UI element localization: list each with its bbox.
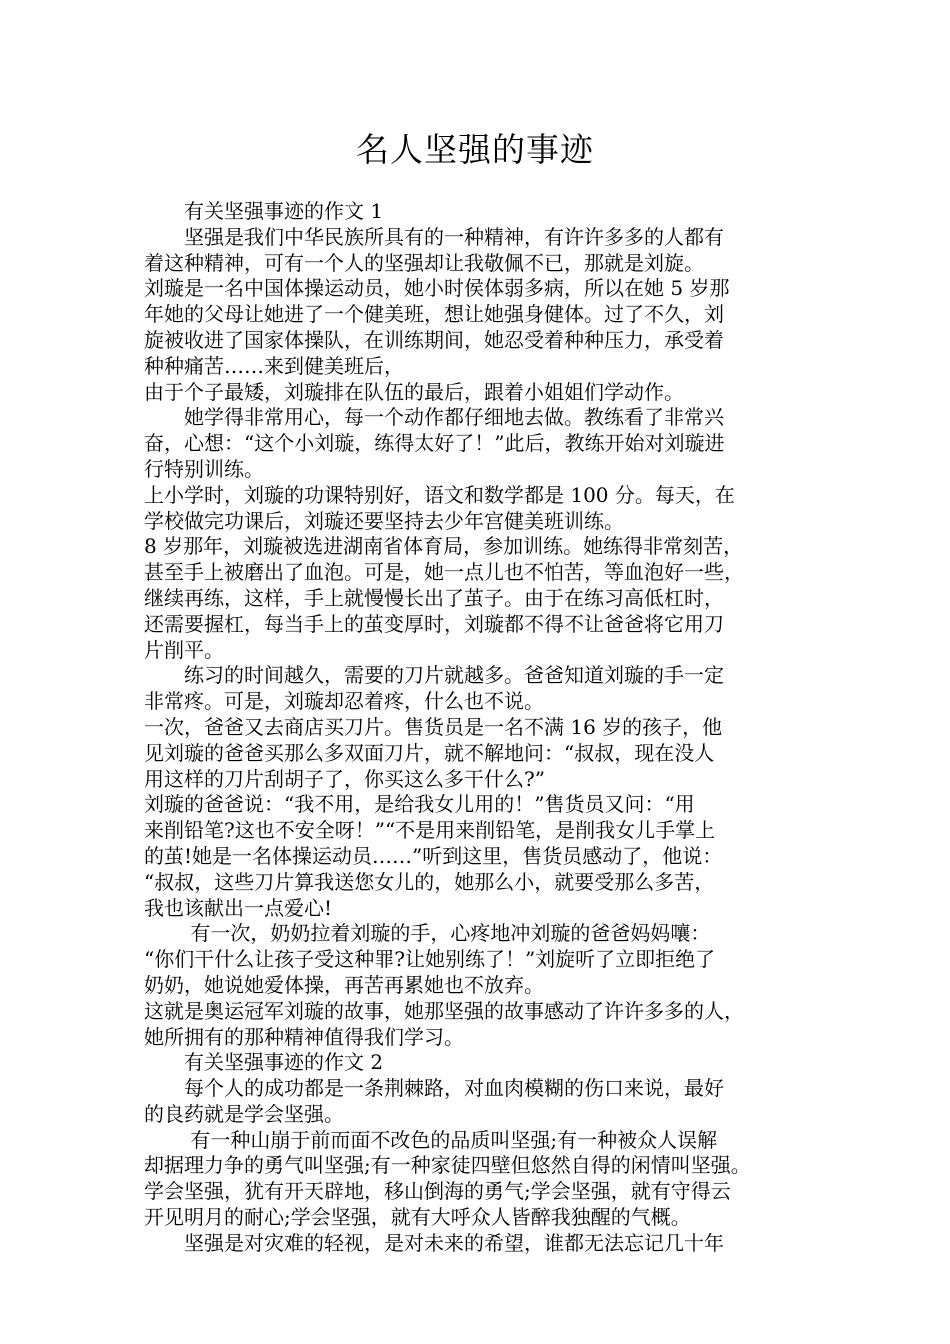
paragraph (144, 276, 816, 379)
text-line: 练习的时间越久，需要的刀片就越多。爸爸知道刘璇的手一定 (144, 663, 724, 688)
paragraph (144, 380, 816, 406)
text-line: 的良药就是学会坚强。 (144, 1101, 344, 1126)
text-line: 这就是奥运冠军刘璇的故事，她那坚强的故事感动了许许多多的人， (144, 998, 744, 1023)
text-line: 一次，爸爸又去商店买刀片。售货员是一名不满 16 岁的孩子，他 (144, 714, 723, 739)
text-line: 我也该献出一点爱心! (144, 895, 333, 920)
text-line: 刘璇是一名中国体操运动员，她小时侯体弱多病，所以在她 5 岁那 (144, 276, 730, 301)
paragraph (144, 999, 816, 1051)
text-line: 她学得非常用心，每一个动作都仔细地去做。教练看了非常兴 (144, 405, 724, 430)
text-line: 奶奶，她说她爱体操，再苦再累她也不放弃。 (144, 972, 544, 997)
text-line: 8 岁那年，刘璇被选进湖南省体育局，参加训练。她练得非常刻苦， (144, 534, 744, 559)
text-line: 来削铅笔?这也不安全呀！”“不是用来削铅笔，是削我女儿手掌上 (144, 818, 716, 843)
text-line: 上小学时，刘璇的功课特别好，语文和数学都是 100 分。每天，在 (144, 482, 735, 507)
paragraph (144, 1128, 816, 1231)
text-line: 每个人的成功都是一条荆棘路，对血肉模糊的伤口来说，最好 (144, 1076, 724, 1101)
page-title: 名人坚强的事迹 (356, 130, 594, 169)
text-line: 学校做完功课后，刘璇还要坚持去少年宫健美班训练。 (144, 508, 624, 533)
text-line: 还需要握杠，每当手上的茧变厚时，刘璇都不得不让爸爸将它用刀 (144, 611, 724, 636)
text-line: 刘璇的爸爸说：“我不用，是给我女儿用的！”售货员又问：“用 (144, 792, 695, 817)
text-line: 学会坚强，犹有开天辟地，移山倒海的勇气;学会坚强，就有守得云 (144, 1179, 731, 1204)
text-line: “叔叔，这些刀片算我送您女儿的，她那么小，就要受那么多苦， (144, 869, 715, 894)
text-line: 用这样的刀片刮胡子了，你买这么多干什么?” (144, 766, 545, 791)
text-line: 却据理力争的勇气叫坚强;有一种家徒四壁但悠然自得的闲情叫坚强。 (144, 1153, 751, 1178)
text-line: 奋，心想：“这个小刘璇，练得太好了！”此后，教练开始对刘璇进 (144, 431, 725, 456)
paragraph (144, 921, 816, 998)
text-line: 有一次，奶奶拉着刘璇的手，心疼地冲刘璇的爸爸妈妈嚷： (144, 921, 711, 946)
paragraph (144, 792, 816, 921)
text-line: 她所拥有的那种精神值得我们学习。 (144, 1024, 464, 1049)
paragraph (144, 1231, 816, 1257)
text-line: 有一种山崩于前而面不改色的品质叫坚强;有一种被众人误解 (144, 1127, 718, 1152)
paragraph (144, 225, 816, 277)
text-line: “你们干什么让孩子受这种罪?让她别练了！”刘旋听了立即拒绝了 (144, 947, 716, 972)
text-line: 旋被收进了国家体操队，在训练期间，她忍受着种种压力，承受着 (144, 327, 724, 352)
text-line: 见刘璇的爸爸买那么多双面刀片，就不解地问：“叔叔，现在没人 (144, 740, 715, 765)
text-line: 坚强是我们中华民族所具有的一种精神，有许许多多的人都有 (144, 224, 724, 249)
paragraph (144, 199, 816, 225)
document-body (144, 199, 816, 1257)
text-line: 坚强是对灾难的轻视，是对未来的希望，谁都无法忘记几十年 (144, 1230, 724, 1255)
paragraph (144, 483, 816, 535)
text-line: 继续再练，这样，手上就慢慢长出了茧子。由于在练习高低杠时， (144, 585, 724, 610)
paragraph (144, 1050, 816, 1076)
paragraph (144, 663, 816, 715)
text-line: 种种痛苦……来到健美班后， (144, 353, 404, 378)
paragraph (144, 715, 816, 792)
text-line: 开见明月的耐心;学会坚强，就有大呼众人皆醉我独醒的气概。 (144, 1205, 691, 1230)
text-line: 着这种精神，可有一个人的坚强却让我敬佩不已，那就是刘旋。 (144, 250, 704, 275)
paragraph (144, 405, 816, 482)
text-line: 有关坚强事迹的作文 1 (144, 199, 384, 223)
text-line: 有关坚强事迹的作文 2 (144, 1050, 384, 1075)
paragraph (144, 534, 816, 663)
text-line: 由于个子最矮，刘璇排在队伍的最后，跟着小姐姐们学动作。 (144, 379, 684, 404)
text-line: 非常疼。可是，刘璇却忍着疼，什么也不说。 (144, 689, 544, 714)
text-line: 行特别训练。 (144, 456, 264, 481)
text-line: 片削平。 (144, 637, 224, 662)
text-line: 的茧!她是一名体操运动员……”听到这里，售货员感动了，他说： (144, 843, 723, 868)
text-line: 年她的父母让她进了一个健美班，想让她强身健体。过了不久，刘 (144, 302, 724, 327)
paragraph (144, 1076, 816, 1128)
text-line: 甚至手上被磨出了血泡。可是，她一点儿也不怕苦，等血泡好一些， (144, 560, 744, 585)
